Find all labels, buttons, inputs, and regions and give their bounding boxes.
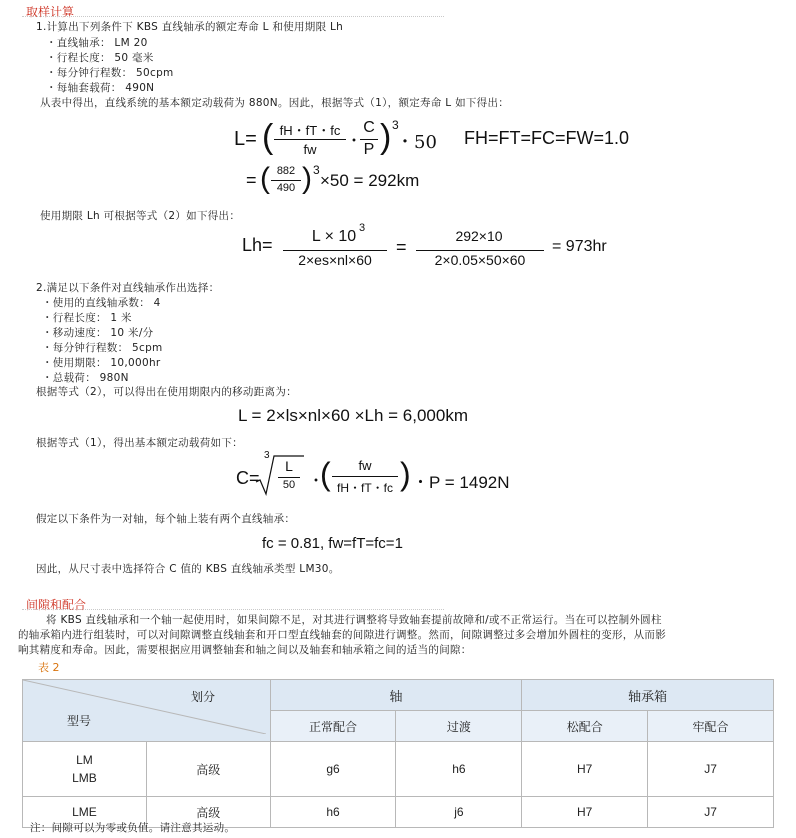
f5-num1: L <box>285 458 293 474</box>
value-cell: h6 <box>270 797 396 828</box>
model-name: LM <box>76 753 93 767</box>
f1-frac1-den: fw <box>303 142 317 157</box>
corner-bottom-label: 型号 <box>67 714 92 728</box>
ex2-conclusion: 因此，从尺寸表中选择符合 C 值的 KBS 直线轴承类型 LM30。 <box>36 563 340 575</box>
ex1-heading: 1.计算出下列条件下 KBS 直线轴承的额定寿命 L 和使用期限 Lh <box>36 21 344 33</box>
model-name: LMB <box>72 771 97 785</box>
sub-header: 正常配合 <box>270 711 396 742</box>
model-cell <box>23 742 147 797</box>
f5-paren-open: ( <box>320 456 331 492</box>
value-cell: H7 <box>522 742 648 797</box>
f1-frac2-num: C <box>363 119 375 136</box>
f5-den2: fH・fT・fc <box>337 481 393 495</box>
group-header-shaft: 轴 <box>270 680 522 711</box>
value-cell: J7 <box>648 797 774 828</box>
f1-dot: ・ <box>346 133 363 150</box>
ex2-condition: ・移动速度： 10 米/分 <box>42 327 154 339</box>
ex1-lh-lead: 使用期限 Lh 可根据等式（2）如下得出： <box>40 210 241 222</box>
table-caption: 表 2 <box>38 661 60 674</box>
f1-frac1-bar <box>274 139 346 140</box>
formula-6: fc = 0.81, fw=fT=fc=1 <box>262 535 403 552</box>
f1-frac1-num: fH・fT・fc <box>279 123 341 138</box>
f3-lhs: Lh= <box>242 235 273 255</box>
ex2-heading: 2.满足以下条件对直线轴承作出选择： <box>36 282 220 294</box>
sub-header: 过渡 <box>396 711 522 742</box>
f2-exponent: 3 <box>313 163 320 177</box>
ex2-condition: ・行程长度： 1 米 <box>42 312 132 324</box>
fit-paragraph-line: 响其精度和寿命。因此，需要根据应用调整轴套和轴之间以及轴套和轴承箱之间的适当的间隙： <box>18 644 472 656</box>
f5-bar2 <box>332 476 398 477</box>
model-cell: LME <box>23 797 147 828</box>
f3-bar2 <box>416 250 544 251</box>
f3-eq: = <box>396 237 407 257</box>
table-corner-cell <box>23 680 271 742</box>
f2-eq: = <box>246 170 257 190</box>
f5-den1: 50 <box>282 479 296 491</box>
f3-num1: L × 10 <box>311 228 357 245</box>
ex1-lead: 从表中得出，直线系统的基本额定动载荷为 880N。因此，根据等式（1），额定寿命 L 如下得出： <box>40 97 510 109</box>
f5-lhs: C= <box>236 468 260 488</box>
fit-paragraph-line: 的轴承箱内进行组装时，可以对间隙调整直线轴套和开口型直线轴套的间隙进行调整。然而，间隙调整过多会增加外圆柱的变形，从而影 <box>18 629 666 641</box>
f1-rhs: FH=FT=FC=FW=1.0 <box>464 128 630 148</box>
sub-header: 松配合 <box>522 711 648 742</box>
f2-tail: ×50 = 292km <box>320 171 420 190</box>
f5-paren-close: ) <box>400 456 411 492</box>
f3-num2: 292×10 <box>455 228 503 244</box>
table-row <box>23 742 774 797</box>
f1-paren-open: ( <box>262 118 274 156</box>
ex1-condition: ・直线轴承： LM 20 <box>46 37 148 49</box>
f2-bar <box>271 180 301 181</box>
f1-frac2-den: P <box>363 141 375 158</box>
corner-diagonal <box>23 680 266 734</box>
section-rule <box>22 609 444 610</box>
f3-result: = 973hr <box>552 238 607 255</box>
f1-exponent: 3 <box>392 118 399 132</box>
f1-paren-close: ) <box>380 118 392 156</box>
sub-header: 牢配合 <box>648 711 774 742</box>
value-cell: H7 <box>522 797 648 828</box>
value-cell: J7 <box>648 742 774 797</box>
f1-frac2-bar <box>360 139 378 140</box>
f5-bar1 <box>278 477 300 478</box>
f1-tail: ・50 <box>396 132 437 153</box>
group-header-housing: 轴承箱 <box>522 680 774 711</box>
table-note: 注：间隙可以为零或负值。请注意其运动。 <box>30 822 236 834</box>
grade-cell: 高级 <box>146 742 270 797</box>
f5-result: ・P = 1492N <box>412 473 510 492</box>
ex2-condition: ・使用的直线轴承数： 4 <box>42 297 161 309</box>
value-cell: j6 <box>396 797 522 828</box>
fit-table <box>22 679 774 828</box>
ex2-assume: 假定以下条件为一对轴，每个轴上装有两个直线轴承： <box>36 513 296 525</box>
f3-den2: 2×0.05×50×60 <box>434 252 526 268</box>
grade-cell: 高级 <box>146 797 270 828</box>
formula-4: L = 2×ls×nl×60 ×Lh = 6,000km <box>238 406 468 425</box>
fit-paragraph-line: 将 KBS 直线轴承和一个轴一起使用时，如果间隙不足，对其进行调整将导致轴套提前故障和/或不正常运行。当在可以控制外圆柱 <box>46 614 662 626</box>
f3-exponent: 3 <box>359 222 366 234</box>
ex2-lead2: 根据等式（1），得出基本额定动载荷如下： <box>36 437 243 449</box>
f2-den: 490 <box>276 182 296 194</box>
ex2-condition: ・每分钟行程数： 5cpm <box>42 342 163 354</box>
value-cell: h6 <box>396 742 522 797</box>
f5-dot: ・ <box>308 473 325 490</box>
ex1-condition: ・行程长度： 50 毫米 <box>46 52 154 64</box>
ex1-condition: ・每轴套载荷： 490N <box>46 82 155 94</box>
f5-root-index: 3 <box>264 450 270 461</box>
ex2-condition: ・使用期限： 10,000hr <box>42 357 161 369</box>
ex2-condition: ・总载荷： 980N <box>42 372 129 384</box>
ex1-condition: ・每分钟行程数： 50cpm <box>46 67 174 79</box>
f3-den1: 2×es×nl×60 <box>298 252 372 268</box>
f2-num: 882 <box>276 165 296 177</box>
ex2-lead1: 根据等式（2），可以得出在使用期限内的移动距离为： <box>36 386 297 398</box>
section-title-calc: 取样计算 <box>26 5 75 19</box>
f3-bar1 <box>283 250 387 251</box>
section-rule <box>22 16 444 17</box>
section-title-fit: 间隙和配合 <box>26 598 87 612</box>
corner-top-label: 划分 <box>191 690 216 704</box>
value-cell: g6 <box>270 742 396 797</box>
f2-paren-close: ) <box>302 162 312 195</box>
f5-num2: fw <box>358 458 372 473</box>
f2-paren-open: ( <box>260 162 270 195</box>
f1-lhs: L= <box>234 128 257 150</box>
